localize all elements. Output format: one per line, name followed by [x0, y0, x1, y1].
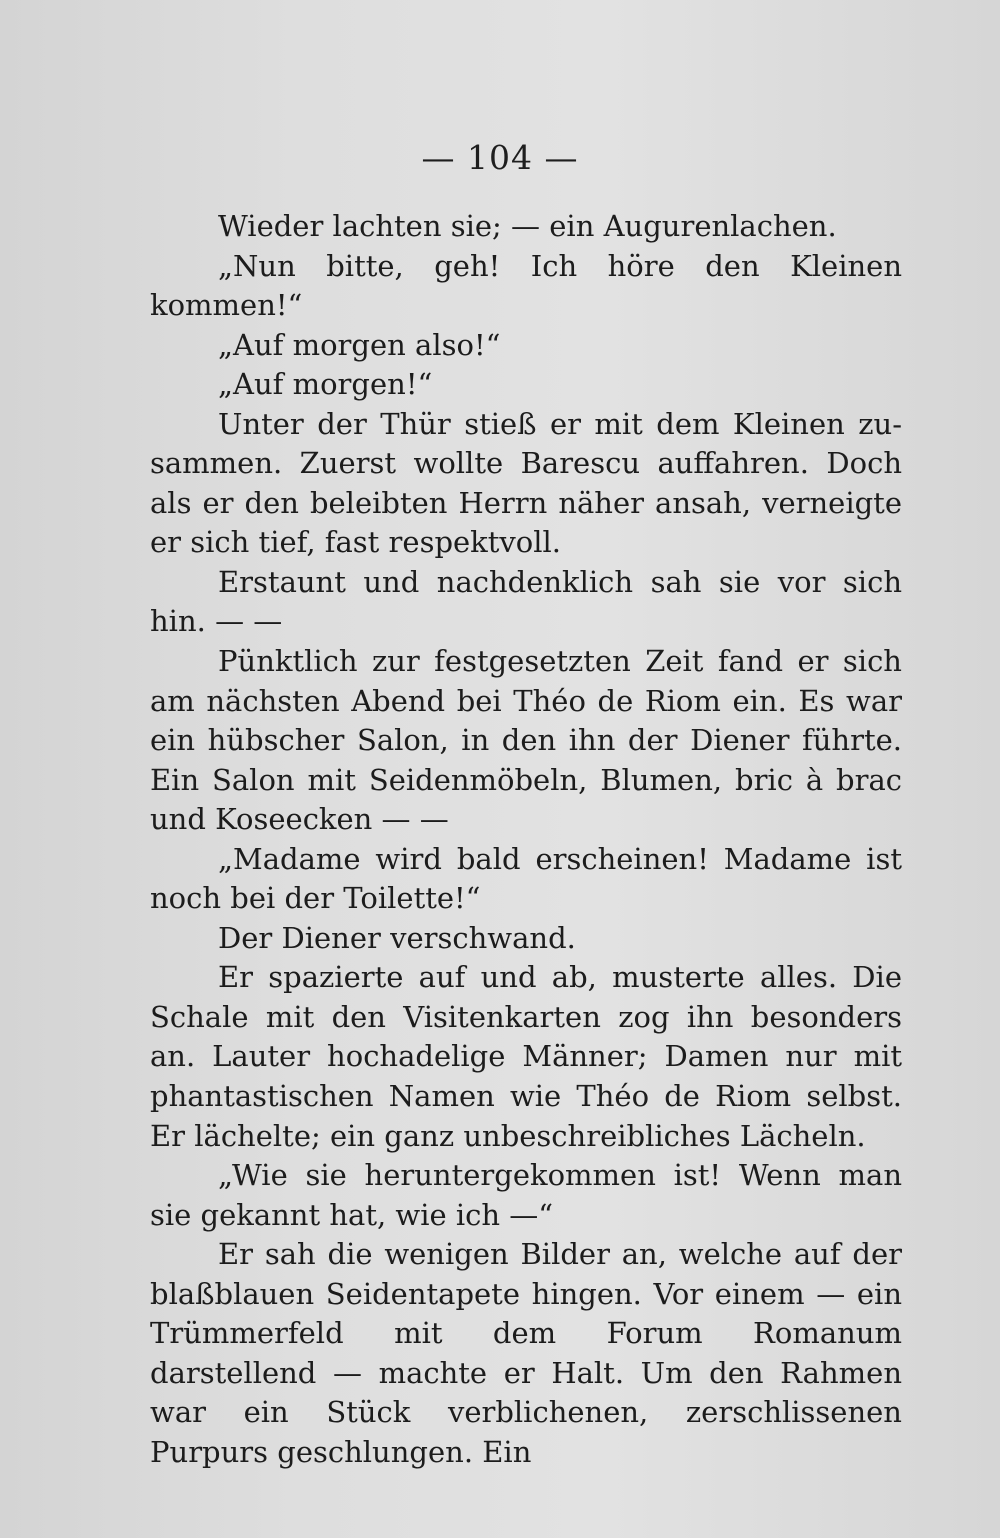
paragraph: „Auf morgen also!“ — [218, 327, 501, 362]
paragraph: Wieder lachten sie; — ein Augurenlachen. — [218, 209, 837, 243]
paragraph: „Nun bitte, geh! Ich höre den Kleinen kommen!“ — [150, 248, 902, 323]
paragraph: „Wie sie heruntergekommen ist! Wenn man sie gekannt hat, wie ich —“ — [150, 1158, 902, 1232]
paragraph: Er spazierte auf und ab, musterte alles. Die Schale mit den Visitenkarten zog ihn besonders an. Lauter hochadelige Männer; Damen nur mit phantastischen Namen wie Théo de Riom selbst. Er lächelte; ein ganz unbeschreibliches Lächeln. — [150, 960, 902, 1153]
paragraph: Pünktlich zur festgesetzten Zeit fand er sich am nächsten Abend bei Théo de Riom ein. Es war ein hübscher Salon, in den ihn der Diener führte. Ein Salon mit Seidenmöbeln, Blumen, bric à brac und Koseecken — — — [150, 644, 902, 837]
paragraph: „Auf morgen!“ — [218, 367, 433, 402]
paragraph: Erstaunt und nachdenklich sah sie vor sich hin. — — — [150, 564, 902, 639]
paragraph: Unter der Thür stieß er mit dem Kleinen zusammen. Zuerst wollte Barescu auffahren. Doch als er den beleibten Herrn näher ansah, verneigte er sich tief, fast respektvoll. — [150, 406, 902, 560]
page-number: — 104 — — [421, 138, 579, 177]
paragraph: „Madame wird bald erscheinen! Madame ist noch bei der Toilette!“ — [150, 841, 902, 916]
body-text — [150, 207, 902, 1473]
paragraph: Er sah die wenigen Bilder an, welche auf der blaßblauen Seidentapete hingen. Vor einem — ein Trümmerfeld mit dem Forum Romanum darstellend — machte er Halt. Um den Rahmen war ein Stück verblichenen, zerschlissenen Purpurs geschlungen. Ein — [150, 1237, 902, 1469]
paragraph: Der Diener verschwand. — [218, 920, 576, 955]
